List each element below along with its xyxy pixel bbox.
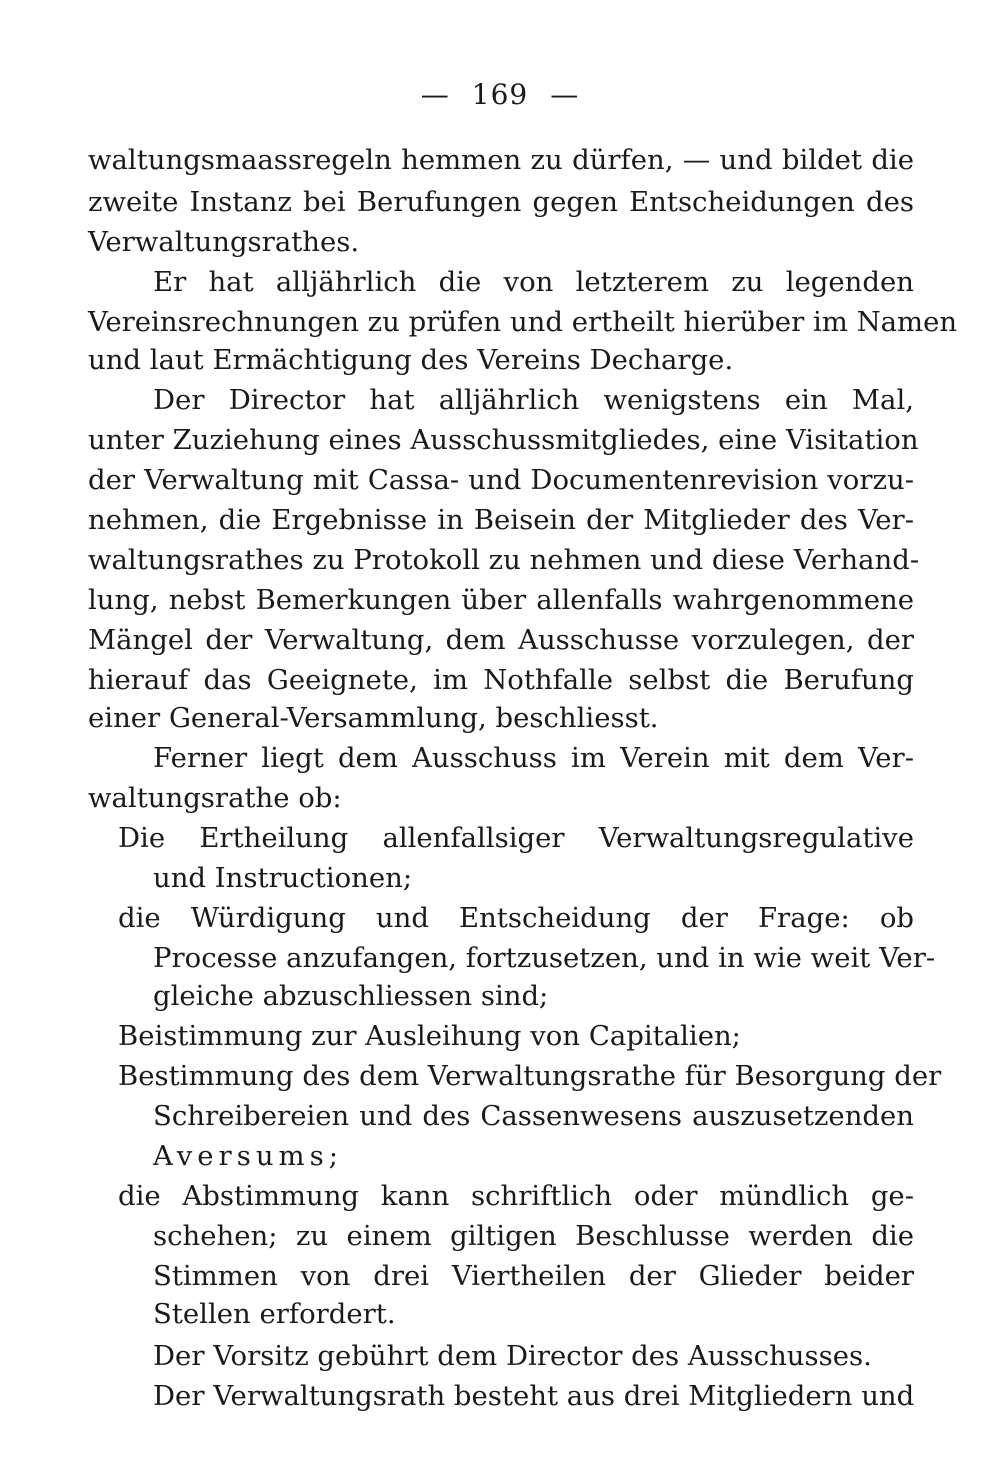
list-item-line: Aversums; <box>153 1140 343 1172</box>
text-line: nehmen, die Ergebnisse in Beisein der Mitglieder des Ver- <box>88 504 914 536</box>
list-item-line: und Instructionen; <box>153 862 413 894</box>
text-line: einer General-Versammlung, beschliesst. <box>88 702 659 734</box>
page-number-dash-right: — <box>550 78 580 111</box>
list-item-line: Stimmen von drei Viertheilen der Glieder beider <box>153 1260 914 1292</box>
list-item-line: Schreibereien und des Cassenwesens auszusetzenden <box>153 1100 914 1132</box>
list-item-line: Bestimmung des dem Verwaltungsrathe für Besorgung der <box>118 1060 942 1092</box>
text-line: lung, nebst Bemerkungen über allenfalls wahrgenommene <box>88 584 914 616</box>
text-line: hierauf das Geeignete, im Nothfalle selbst die Berufung <box>88 664 914 696</box>
text-line: der Verwaltung mit Cassa- und Documentenrevision vorzu- <box>88 464 914 496</box>
page-number-header <box>0 78 1000 111</box>
page-number-dash-left: — <box>420 78 450 111</box>
text-line: Verwaltungsrathes. <box>88 226 360 258</box>
text-line: waltungsrathes zu Protokoll zu nehmen und diese Verhand- <box>88 544 920 576</box>
text-line: Der Verwaltungsrath besteht aus drei Mitgliedern und <box>153 1380 915 1412</box>
list-item-line: die Abstimmung kann schriftlich oder mündlich ge- <box>118 1180 914 1212</box>
list-item-line: schehen; zu einem giltigen Beschlusse werden die <box>153 1220 914 1252</box>
text-line: Er hat alljährlich die von letzterem zu legenden <box>153 266 914 298</box>
text-line: waltungsmaassregeln hemmen zu dürfen, — und bildet die <box>88 144 914 176</box>
text-line: Der Vorsitz gebührt dem Director des Ausschusses. <box>153 1340 872 1372</box>
text-line: Ferner liegt dem Ausschuss im Verein mit dem Ver- <box>153 742 914 774</box>
list-item-line: Die Ertheilung allenfallsiger Verwaltungsregulative <box>118 822 914 854</box>
text-line: Vereinsrechnungen zu prüfen und ertheilt hierüber im Namen <box>88 306 958 338</box>
text-line: unter Zuziehung eines Ausschussmitgliedes, eine Visitation <box>88 424 919 456</box>
list-item-line: Stellen erfordert. <box>153 1298 396 1330</box>
text-line: und laut Ermächtigung des Vereins Decharge. <box>88 344 734 376</box>
text-line: waltungsrathe ob: <box>88 782 342 814</box>
list-item-line: die Würdigung und Entscheidung der Frage: ob <box>118 902 914 934</box>
text-line: Der Director hat alljährlich wenigstens ein Mal, <box>153 384 914 416</box>
list-item-line: Processe anzufangen, fortzusetzen, und in wie weit Ver- <box>153 942 936 974</box>
text-line: zweite Instanz bei Berufungen gegen Entscheidungen des <box>88 186 914 218</box>
page-number: 169 <box>471 78 529 111</box>
list-item-line: Beistimmung zur Ausleihung von Capitalien; <box>118 1020 741 1052</box>
list-item-line: gleiche abzuschliessen sind; <box>153 980 549 1012</box>
text-line: Mängel der Verwaltung, dem Ausschusse vorzulegen, der <box>88 624 914 656</box>
